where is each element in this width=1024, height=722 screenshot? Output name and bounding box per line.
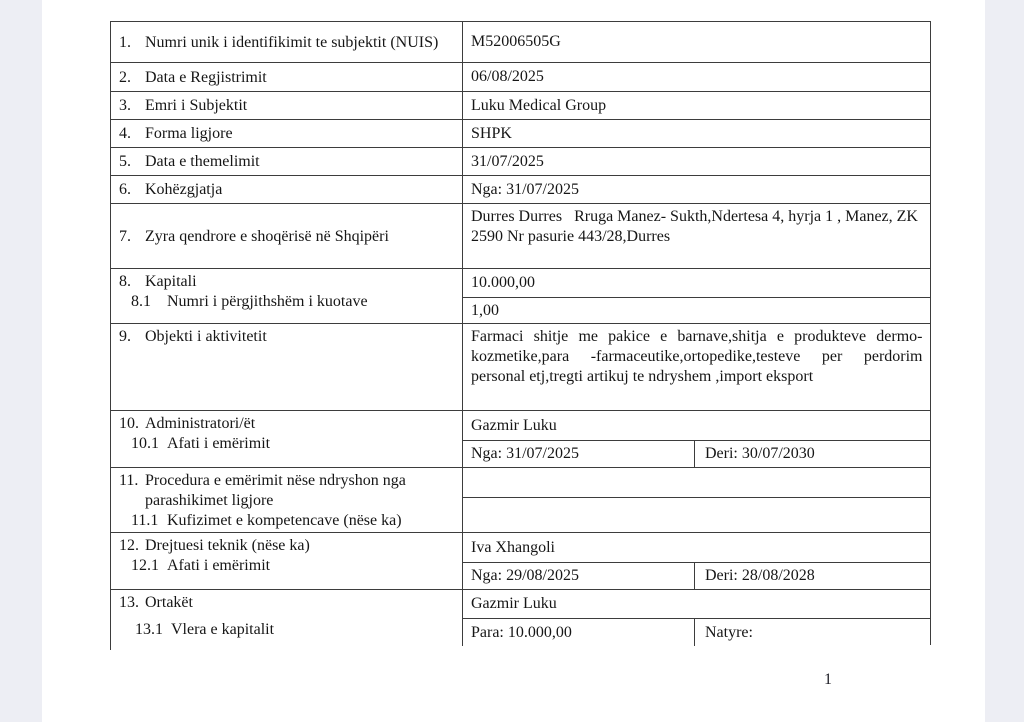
capital-cash: Para: 10.000,00 <box>471 623 572 641</box>
row-label: Forma ligjore <box>145 125 233 142</box>
date-from: Nga: 31/07/2025 <box>471 445 579 462</box>
row-label-cell <box>111 533 463 589</box>
sub-row-label: Numri i përgjithshëm i kuotave <box>167 293 368 310</box>
label-line <box>119 68 456 88</box>
table-row <box>111 468 930 533</box>
sub-row-label: Afati i emërimit <box>167 557 271 574</box>
row-value-cell <box>463 269 931 323</box>
row-number: 13. <box>119 594 139 611</box>
row-value: Iva Xhangoli <box>471 538 555 556</box>
row-value: Nga: 31/07/2025 <box>471 180 579 198</box>
label-line <box>119 96 456 116</box>
row-value <box>463 468 931 497</box>
row-value: Gazmir Luku <box>471 595 557 612</box>
row-value: Farmaci shitje me pakice e barnave,shitja e produkteve dermo-kozmetike,para -farmaceutike,ortopedike,testeve per perdorim personal etj,tregti artikuj te ndryshem ,import eksport <box>471 328 923 385</box>
table-row <box>111 533 930 590</box>
row-label-cell <box>111 63 463 91</box>
row-value-cell <box>463 468 931 532</box>
sub-row-label: Afati i emërimit <box>167 435 271 452</box>
table-row <box>111 590 930 646</box>
date-from: Nga: 29/08/2025 <box>471 567 579 584</box>
right-margin-strip <box>985 0 1024 722</box>
sub-label-line <box>131 292 456 312</box>
row-label: Objekti i aktivitetit <box>145 328 267 345</box>
row-label-cell <box>111 148 463 175</box>
row-value-cell <box>463 22 931 62</box>
row-number: 3. <box>119 97 131 114</box>
row-label: Ortakët <box>145 594 193 611</box>
label-line <box>119 471 456 511</box>
table-row <box>111 63 930 92</box>
label-line <box>119 327 456 347</box>
table-row <box>111 92 930 120</box>
row-label: Emri i Subjektit <box>145 97 248 114</box>
row-value-cell <box>463 120 931 147</box>
row-label: Data e Regjistrimit <box>145 68 267 86</box>
table-row <box>111 411 930 468</box>
row-value-cell <box>463 204 931 268</box>
table-row <box>111 22 930 63</box>
row-label: Zyra qendrore e shoqërisë në Shqipëri <box>145 227 389 245</box>
row-label-cell <box>111 22 463 62</box>
sub-row-label: Vlera e kapitalit <box>171 621 275 638</box>
row-label: Numri unik i identifikimit te subjektit (NUIS) <box>145 33 439 51</box>
sub-row-number: 8.1 <box>131 293 151 310</box>
row-value: Luku Medical Group <box>471 96 607 114</box>
table-row <box>111 120 930 148</box>
row-label-cell <box>111 590 463 646</box>
table-row <box>111 148 930 176</box>
row-number: 6. <box>119 181 131 198</box>
sub-row-number: 11.1 <box>131 512 159 529</box>
row-value: M52006505G <box>471 33 561 50</box>
row-label-cell <box>111 176 463 203</box>
row-value-cell <box>463 92 931 119</box>
registry-extract-table <box>110 21 931 645</box>
row-value-cell <box>463 63 931 91</box>
row-number: 9. <box>119 328 131 345</box>
date-range-row <box>463 562 931 589</box>
label-line <box>119 33 456 53</box>
row-value-cell <box>463 148 931 175</box>
label-line <box>119 180 456 200</box>
row-value: Durres Durres Rruga Manez- Sukth,Ndertesa 4, hyrja 1 , Manez, ZK 2590 Nr pasurie 443/28,Durres <box>471 208 922 245</box>
row-value: 06/08/2025 <box>471 68 544 85</box>
row-value-cell <box>463 176 931 203</box>
row-number: 4. <box>119 125 131 142</box>
row-label-cell <box>111 120 463 147</box>
date-range-row <box>463 440 931 467</box>
date-to: Deri: 30/07/2030 <box>694 441 931 467</box>
row-number: 7. <box>119 227 131 245</box>
label-line <box>119 414 456 434</box>
row-label-cell <box>111 411 463 467</box>
label-line <box>119 272 456 292</box>
label-line <box>119 593 456 613</box>
sub-row-value: 1,00 <box>463 297 931 323</box>
row-value-cell <box>463 533 931 589</box>
row-number: 2. <box>119 68 131 86</box>
row-value: SHPK <box>471 124 512 142</box>
sub-row-number: 12.1 <box>131 557 159 574</box>
label-line <box>119 124 456 144</box>
sub-label-line <box>131 511 456 531</box>
label-line <box>119 152 456 172</box>
sub-label-line <box>135 620 456 640</box>
table-row <box>111 269 930 324</box>
row-number: 1. <box>119 33 131 51</box>
row-label: Drejtuesi teknik (nëse ka) <box>145 537 310 554</box>
sub-label-line <box>131 556 456 576</box>
sub-label-line <box>131 434 456 454</box>
row-value: 31/07/2025 <box>471 152 544 170</box>
sub-row-number: 13.1 <box>135 621 163 638</box>
date-to: Deri: 28/08/2028 <box>694 563 931 589</box>
table-row <box>111 324 930 411</box>
row-number: 10. <box>119 415 139 432</box>
row-value: 10.000,00 <box>471 274 535 291</box>
row-value-cell <box>463 411 931 467</box>
row-number: 11. <box>119 472 139 489</box>
row-label: Kapitali <box>145 273 197 290</box>
table-row <box>111 176 930 204</box>
row-label: Procedura e emërimit nëse ndryshon nga parashikimet ligjore <box>145 472 406 509</box>
left-margin-strip <box>0 0 42 722</box>
sub-row-label: Kufizimet e kompetencave (nëse ka) <box>167 512 402 529</box>
table-row <box>111 204 930 269</box>
sub-row-number: 10.1 <box>131 435 159 452</box>
row-label-cell <box>111 92 463 119</box>
row-label-cell <box>111 324 463 410</box>
capital-nature: Natyre: <box>694 619 931 646</box>
row-number: 5. <box>119 153 131 170</box>
row-label: Kohëzgjatja <box>145 181 223 198</box>
page-number: 1 <box>824 671 832 688</box>
row-number: 8. <box>119 273 131 290</box>
row-number: 12. <box>119 537 139 554</box>
label-line <box>119 536 456 556</box>
row-label: Data e themelimit <box>145 153 260 170</box>
row-value-cell <box>463 324 931 410</box>
row-value-cell <box>463 590 931 646</box>
capital-value-row <box>463 618 931 646</box>
row-label: Administratori/ët <box>145 415 256 432</box>
row-label-cell <box>111 468 463 532</box>
row-label-cell <box>111 204 463 268</box>
label-line <box>119 227 456 247</box>
row-value: Gazmir Luku <box>471 416 557 434</box>
row-label-cell <box>111 269 463 323</box>
sub-row-value <box>463 497 931 532</box>
